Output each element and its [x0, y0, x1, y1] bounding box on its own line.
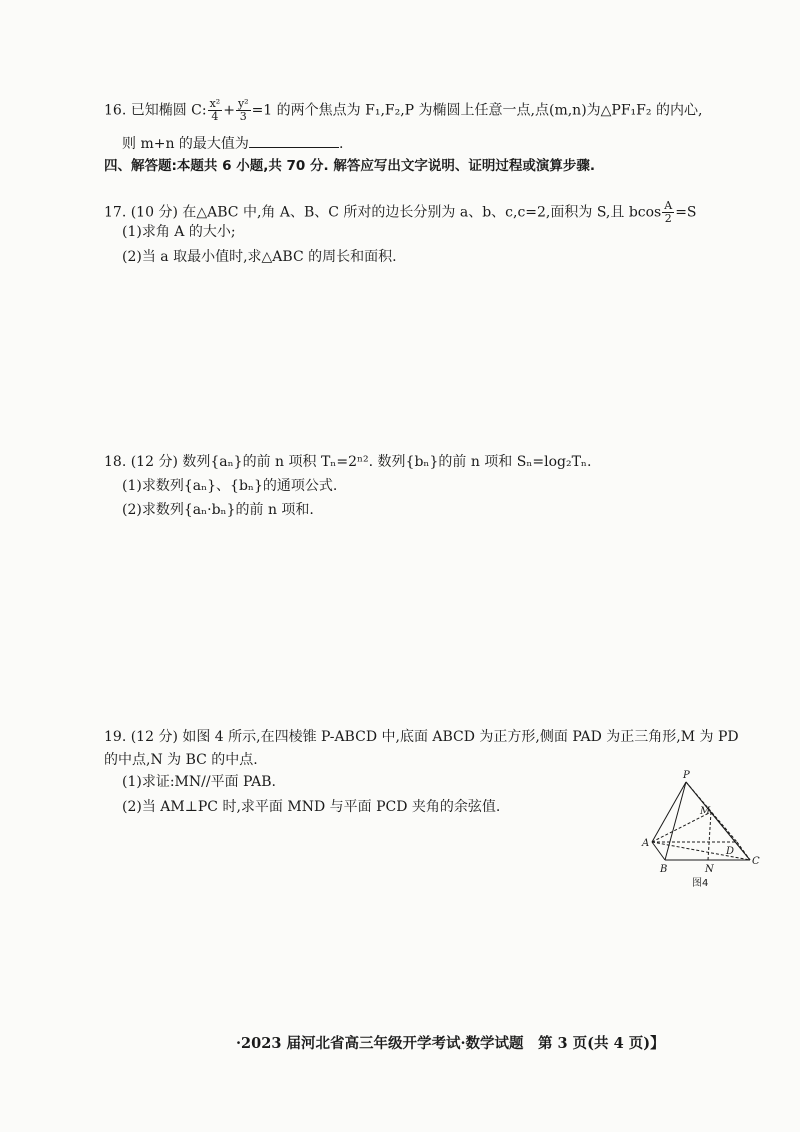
question-18-part1: (1)求数列{aₙ}、{bₙ}的通项公式.: [122, 478, 338, 494]
figure-caption: 图4: [692, 878, 709, 889]
page-footer: ·2023 届河北省高三年级开学考试·数学试题 第 3 页(共 4 页)】: [236, 1035, 665, 1052]
q16-text-b: =1 的两个焦点为 F₁,F₂,P 为椭圆上任意一点,点(m,n)为△PF₁F₂ 的内心,: [251, 102, 703, 119]
q16-fraction-y: [236, 98, 251, 123]
q17-frac-den: 2: [664, 212, 672, 225]
q16-frac2-num: y²: [237, 97, 249, 110]
pyramid-figure-4: [630, 768, 765, 893]
question-16-line1: [104, 98, 702, 123]
q16-fraction-x: [208, 98, 223, 123]
q16-line2-b: .: [338, 136, 344, 152]
label-A: A: [642, 838, 650, 849]
label-B: B: [660, 864, 668, 875]
q16-plus: +: [223, 102, 235, 119]
label-N: N: [705, 864, 714, 875]
label-M: M: [700, 806, 711, 817]
q16-frac2-den: 3: [239, 110, 247, 123]
q17-fraction: [662, 200, 674, 225]
q16-line2-a: 则 m+n 的最大值为: [122, 136, 249, 152]
section-4-heading: 四、解答题:本题共 6 小题,共 70 分. 解答应写出文字说明、证明过程或演算步骤.: [104, 158, 595, 174]
q16-text-a: 16. 已知椭圆 C:: [104, 102, 207, 119]
question-19-stem-line1: 19. (12 分) 如图 4 所示,在四棱锥 P-ABCD 中,底面 ABCD 为正方形,侧面 PAD 为正三角形,M 为 PD: [104, 729, 739, 745]
question-17-part1: (1)求角 A 的大小;: [122, 224, 236, 240]
segment-AC-hidden: [652, 842, 750, 860]
q16-frac1-num: x²: [209, 97, 221, 110]
q16-answer-blank[interactable]: [249, 133, 339, 148]
q16-frac1-den: 4: [211, 110, 219, 123]
q17-stem-a: 17. (10 分) 在△ABC 中,角 A、B、C 所对的边长分别为 a、b、c,c=2,面积为 S,且 bcos: [104, 204, 662, 221]
q17-stem-b: =S: [675, 204, 697, 221]
edge-PB: [665, 782, 686, 860]
question-16-line2: [122, 133, 343, 154]
label-D: D: [726, 846, 735, 857]
edge-AB: [652, 842, 665, 860]
label-P: P: [683, 770, 690, 781]
question-18-part2: (2)求数列{aₙ·bₙ}的前 n 项和.: [122, 502, 314, 518]
q17-frac-num: A: [664, 199, 673, 212]
question-19-part2: (2)当 AM⊥PC 时,求平面 MND 与平面 PCD 夹角的余弦值.: [122, 799, 501, 815]
question-18-stem: 18. (12 分) 数列{aₙ}的前 n 项积 Tₙ=2ⁿ². 数列{bₙ}的前 n 项和 Sₙ=log₂Tₙ.: [104, 454, 592, 470]
question-17-part2: (2)当 a 取最小值时,求△ABC 的周长和面积.: [122, 249, 397, 265]
label-C: C: [752, 856, 760, 867]
question-19-stem-line2: 的中点,N 为 BC 的中点.: [104, 752, 258, 768]
edge-PA: [652, 782, 686, 842]
question-19-part1: (1)求证:MN//平面 PAB.: [122, 774, 276, 790]
